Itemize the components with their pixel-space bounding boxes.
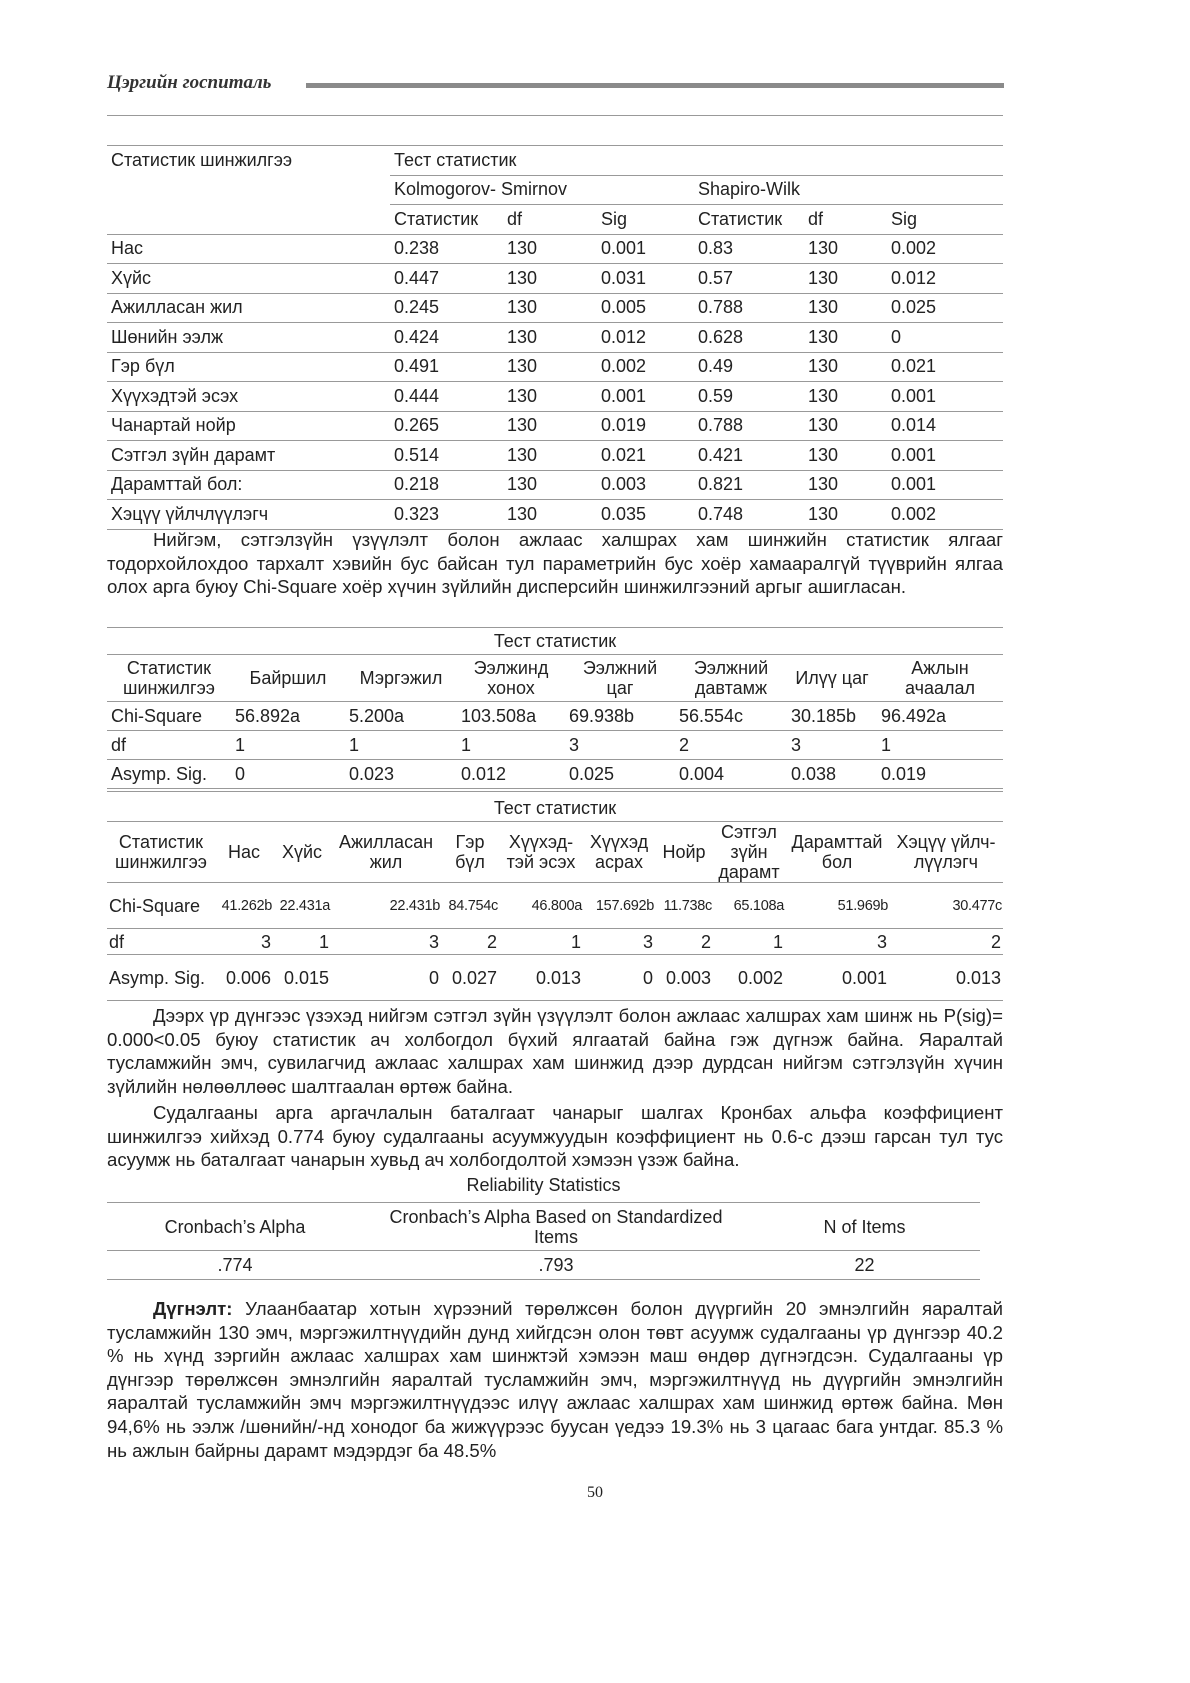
cell: 130 [804, 234, 887, 264]
group-header: Тест статистик [390, 146, 1003, 176]
cell: 0.001 [887, 382, 1003, 412]
cell: 0.012 [887, 264, 1003, 294]
cell: 84.754c [441, 883, 499, 929]
cell: 1 [499, 929, 583, 955]
divider [107, 115, 1003, 116]
row-label: Дарамттай бол: [107, 470, 390, 500]
cell: 0.49 [694, 352, 804, 382]
row-label: Сэтгэл зүйн дарамт [107, 441, 390, 471]
cell: 0.323 [390, 500, 503, 530]
conclusion-text: Улаанбаатар хотын хүрээний төрөлжсөн болон дүүргийн 20 эмнэлгийн яаралтай тусламжийн 130 эмч, мэргэжилтнүүдийн дунд хийгдсэн олон төвт асуумж судалгааны үр дүнгээр 40.2 % нь хүнд зэргийн ажлаас халшрах хам шинжтэй хэмээн маш өндөр дүгнэгдсэн. Судалгааны үр дүнгээр төрөлжсөн эмнэлгийн яаралтай тусламжийн эмч, мэргэжилтнүүд нь дүүргийн эмнэлгийн яаралтай тусламжийн эмч мэргэжилтнүүдээс илүү ажлаас халшрах хам шинжид өртөж байна. Мөн 94,6% нь ээлж /шөнийн/-нд хонодог ба жижүүрээс буусан үедээ 19.3% нь 3 цагаас бага унтдаг. 85.3 % нь ажлын байрны дарамт мэдэрдэг ба 48.5% [107, 1298, 1003, 1461]
cell: 0.83 [694, 234, 804, 264]
cell: 0.001 [785, 955, 889, 1001]
sub-header: Sig [597, 205, 694, 235]
cell: 0 [331, 955, 441, 1001]
cell: 157.692b [583, 883, 655, 929]
cell: 0.002 [713, 955, 785, 1001]
header-rule [306, 83, 1004, 88]
cell: 2 [655, 929, 713, 955]
col-header: Сэтгэл зүйн дарамт [713, 822, 785, 883]
cell: 22 [749, 1251, 980, 1280]
cell: 0.021 [597, 441, 694, 471]
cell: 22.431b [331, 883, 441, 929]
cell: 30.477c [889, 883, 1003, 929]
col-header: Нойр [655, 822, 713, 883]
cell: 130 [503, 411, 597, 441]
cell: 130 [804, 441, 887, 471]
row-label: df [107, 929, 215, 955]
col-header: Ажлын ачаалал [877, 655, 1003, 702]
col-header: Статистик шинжилгээ [107, 822, 215, 883]
col-header: Cronbach’s Alpha [107, 1203, 363, 1251]
cell: 0.628 [694, 323, 804, 353]
cell: 0.012 [597, 323, 694, 353]
row-label: Asymp. Sig. [107, 955, 215, 1001]
table-row [107, 293, 1003, 323]
table-row [107, 500, 1003, 530]
cell: 0.424 [390, 323, 503, 353]
cell: 0.012 [457, 760, 565, 789]
cell: 0.027 [441, 955, 499, 1001]
cell: 0.019 [597, 411, 694, 441]
table-row [107, 929, 1003, 955]
cell: 0 [887, 323, 1003, 353]
cell: 0.447 [390, 264, 503, 294]
cell: 0.001 [887, 470, 1003, 500]
row-label: Гэр бүл [107, 352, 390, 382]
cell: 0.57 [694, 264, 804, 294]
col-header: Гэр бүл [441, 822, 499, 883]
cell: 130 [804, 293, 887, 323]
col-header: Ээлжний давтамж [675, 655, 787, 702]
cell: 0.002 [887, 234, 1003, 264]
cell: 0.002 [597, 352, 694, 382]
cell: 0.006 [215, 955, 273, 1001]
cell: 0.748 [694, 500, 804, 530]
cell: 5.200a [345, 702, 457, 731]
sub-header: Статистик [694, 205, 804, 235]
ks-header: Kolmogorov- Smirnov [390, 175, 694, 205]
cell: 56.554c [675, 702, 787, 731]
cell: 0.013 [499, 955, 583, 1001]
row-label: Хэцүү үйлчлүүлэгч [107, 500, 390, 530]
cell: 0.218 [390, 470, 503, 500]
table-row [107, 411, 1003, 441]
cell: 0.025 [887, 293, 1003, 323]
table-title: Reliability Statistics [466, 1175, 621, 1195]
table-row [107, 883, 1003, 929]
table-row [107, 352, 1003, 382]
cell: 3 [331, 929, 441, 955]
cell: 3 [785, 929, 889, 955]
conclusion-label: Дүгнэлт: [153, 1298, 233, 1319]
row-label: df [107, 731, 231, 760]
cell: 0.001 [597, 382, 694, 412]
cell: 2 [441, 929, 499, 955]
paragraph: Нийгэм, сэтгэлзүйн үзүүлэлт болон ажлаас халшрах хам шинжийн статистик ялгааг тодорхойлохдоо тархалт хэвийн бус байсан тул параметрийн бус хоёр хамааралгүй түүврийн ялгаа олох арга буюу Chi-Square хоёр хүчин зүйлийн дисперсийн шинжилгээний аргыг ашигласан. [107, 529, 1003, 598]
col-header: Мэргэжил [345, 655, 457, 702]
cell: 0.245 [390, 293, 503, 323]
cell: 2 [889, 929, 1003, 955]
table-row [107, 234, 1003, 264]
col-header: Хүүхэд-тэй эсэх [499, 822, 583, 883]
cell: 0.031 [597, 264, 694, 294]
sub-header: Sig [887, 205, 1003, 235]
col-header: N of Items [749, 1203, 980, 1251]
table-row [107, 264, 1003, 294]
cell: 56.892a [231, 702, 345, 731]
cell: 0.59 [694, 382, 804, 412]
sub-header: df [804, 205, 887, 235]
cell: 30.185b [787, 702, 877, 731]
col-header: Хүйс [273, 822, 331, 883]
cell: 0.421 [694, 441, 804, 471]
sw-header: Shapiro-Wilk [694, 175, 1003, 205]
table-row [107, 470, 1003, 500]
cell: 1 [713, 929, 785, 955]
cell: 130 [804, 411, 887, 441]
cell: 0.001 [597, 234, 694, 264]
cell: 130 [503, 352, 597, 382]
cell: 130 [804, 323, 887, 353]
col-header: Дарамттай бол [785, 822, 889, 883]
cell: 3 [215, 929, 273, 955]
cell: 0.788 [694, 411, 804, 441]
cell: 103.508a [457, 702, 565, 731]
cell: 0.265 [390, 411, 503, 441]
table-row [107, 382, 1003, 412]
paragraph: Судалгааны арга аргачлалын баталгаат чанарыг шалгах Кронбах альфа коэффициент шинжилгээ хийхэд 0.774 буюу судалгааны асуумжуудын коэффициент нь 0.6-с дээш гарсан тул тус асуумж нь баталгаат чанарын хувьд ач холбогдолтой хэмээн үзэж байна. [107, 1102, 1003, 1171]
cell: 0.001 [887, 441, 1003, 471]
table-row [107, 323, 1003, 353]
col-header: Нас [215, 822, 273, 883]
row-label: Ажилласан жил [107, 293, 390, 323]
cell: 130 [503, 441, 597, 471]
cell: 0.021 [887, 352, 1003, 382]
table-row [107, 731, 1003, 760]
cell: 0.002 [887, 500, 1003, 530]
reliability-table [107, 1202, 980, 1280]
cell: 0.014 [887, 411, 1003, 441]
row-label: Чанартай нойр [107, 411, 390, 441]
cell: 0.238 [390, 234, 503, 264]
cell: 130 [503, 323, 597, 353]
cell: 0.005 [597, 293, 694, 323]
row-label: Chi-Square [107, 702, 231, 731]
cell: 1 [273, 929, 331, 955]
col-header: Статистик шинжилгээ [107, 655, 231, 702]
cell: 0.821 [694, 470, 804, 500]
cell: 0.004 [675, 760, 787, 789]
cell: 0.444 [390, 382, 503, 412]
cell: 130 [804, 382, 887, 412]
cell: 3 [565, 731, 675, 760]
cell: 130 [503, 470, 597, 500]
cell: 0.514 [390, 441, 503, 471]
row-label: Chi-Square [107, 883, 215, 929]
cell: 0.003 [597, 470, 694, 500]
cell: 1 [457, 731, 565, 760]
cell: 3 [583, 929, 655, 955]
cell: 1 [231, 731, 345, 760]
table-row [107, 760, 1003, 789]
col-header: Байршил [231, 655, 345, 702]
cell: 130 [503, 293, 597, 323]
sub-header: Статистик [390, 205, 503, 235]
cell: 0.023 [345, 760, 457, 789]
col-header: Ээлжинд хонох [457, 655, 565, 702]
cell: 1 [345, 731, 457, 760]
table-row [107, 441, 1003, 471]
cell: 0.003 [655, 955, 713, 1001]
sub-header: df [503, 205, 597, 235]
cell: 22.431a [273, 883, 331, 929]
cell: .774 [107, 1251, 363, 1280]
col-header: Ээлжний цаг [565, 655, 675, 702]
row-label: Хүйс [107, 264, 390, 294]
cell: 0.015 [273, 955, 331, 1001]
cell: 51.969b [785, 883, 889, 929]
row-label: Хүүхэдтэй эсэх [107, 382, 390, 412]
cell: 41.262b [215, 883, 273, 929]
table-title: Тест статистик [107, 795, 1003, 822]
cell: 0 [231, 760, 345, 789]
col-header: Cronbach’s Alpha Based on Standardized Items [363, 1203, 749, 1251]
table-title: Тест статистик [107, 628, 1003, 655]
row-label: Нас [107, 234, 390, 264]
table-row [107, 955, 1003, 1001]
cell: 0 [583, 955, 655, 1001]
row-label: Шөнийн ээлж [107, 323, 390, 353]
cell: 96.492a [877, 702, 1003, 731]
col-header: Илүү цаг [787, 655, 877, 702]
conclusion-paragraph [107, 1297, 1003, 1462]
paragraph: Дээрх үр дүнгээс үзэхэд нийгэм сэтгэл зүйн үзүүлэлт болон ажлаас халшрах хам шинж нь P(sig)= 0.000<0.05 буюу статистик ач холбогдол бүхий ялгаатай байна гэж дүгнэж байна. Яаралтай тусламжийн эмч, сувилагчид ажлаас халшрах хам шинжид дээр дурдсан нийгэм сэтгэлзүйн хүчин зүйлийн нөлөөллөөс шалтгаалан өртөж байна. [107, 1005, 1003, 1097]
cell: 3 [787, 731, 877, 760]
cell: 0.025 [565, 760, 675, 789]
cell: 46.800a [499, 883, 583, 929]
journal-title: Цэргийн госпиталь [107, 72, 272, 93]
cell: 130 [503, 234, 597, 264]
table-row [107, 702, 1003, 731]
cell: 11.738c [655, 883, 713, 929]
col-header: Хэцүү үйлч-лүүлэгч [889, 822, 1003, 883]
cell: 130 [503, 264, 597, 294]
col-header: Хүүхэд асрах [583, 822, 655, 883]
cell: 130 [503, 382, 597, 412]
cell: 130 [503, 500, 597, 530]
cell: 0.013 [889, 955, 1003, 1001]
cell: 0.038 [787, 760, 877, 789]
cell: 0.491 [390, 352, 503, 382]
cell: 130 [804, 352, 887, 382]
cell: 65.108a [713, 883, 785, 929]
col-header: Ажилласан жил [331, 822, 441, 883]
cell: 130 [804, 264, 887, 294]
chi-square-table-1 [107, 627, 1003, 789]
chi-square-table-2 [107, 795, 1003, 1001]
normality-table [107, 145, 1003, 530]
cell: 0.788 [694, 293, 804, 323]
page-number: 50 [587, 1484, 603, 1501]
row-label: Asymp. Sig. [107, 760, 231, 789]
cell: 0.035 [597, 500, 694, 530]
cell: .793 [363, 1251, 749, 1280]
cell: 130 [804, 470, 887, 500]
divider [107, 791, 1003, 792]
cell: 0.019 [877, 760, 1003, 789]
cell: 2 [675, 731, 787, 760]
cell: 1 [877, 731, 1003, 760]
cell: 69.938b [565, 702, 675, 731]
col-label: Статистик шинжилгээ [111, 150, 293, 170]
cell: 130 [804, 500, 887, 530]
